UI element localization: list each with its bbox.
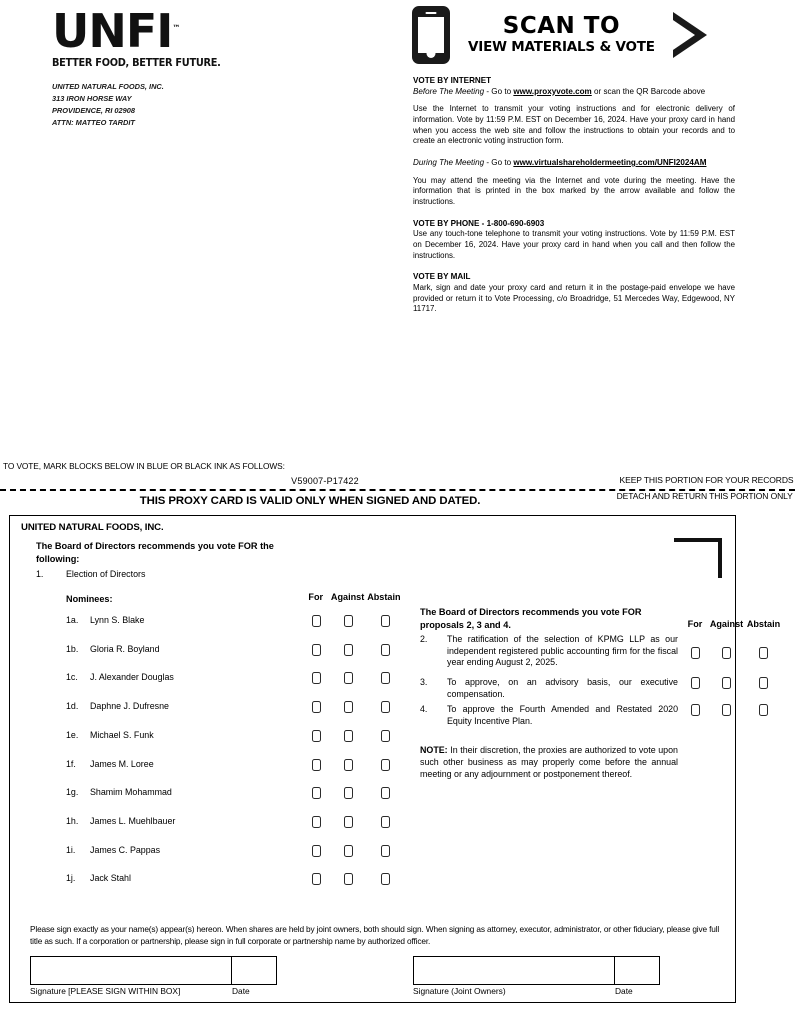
checkbox-cell-against [330, 615, 367, 627]
vote-checkbox-abstain[interactable] [759, 704, 768, 716]
nominee-vote-checkboxes [302, 787, 404, 799]
vote-checkbox-against[interactable] [344, 701, 353, 713]
phone-home-button [427, 49, 436, 58]
checkbox-cell-abstain [367, 845, 404, 857]
vote-mail-body: Mark, sign and date your proxy card and return it in the postage-paid envelope we have provided or return it to Vote Processing, c/o Broadridge, 51 Mercedes Way, Edgewood, NY 11717. [413, 283, 735, 314]
nominee-name: James L. Muehlbauer [90, 815, 176, 826]
proxy-card [9, 515, 781, 1003]
column-header-abstain: Abstain [367, 592, 401, 602]
unfi-logo [52, 4, 262, 58]
checkbox-cell-against [708, 647, 745, 659]
address-line: 313 IRON HORSE WAY [52, 93, 132, 103]
checkbox-cell-against [330, 701, 367, 713]
detach-portion-label: DETACH AND RETURN THIS PORTION ONLY [616, 491, 793, 501]
vote-phone-heading: VOTE BY PHONE - 1-800-690-6903 [413, 218, 545, 228]
nominee-vote-checkboxes [302, 759, 404, 771]
card-company-name: UNITED NATURAL FOODS, INC. [21, 522, 164, 533]
checkbox-cell-against [330, 759, 367, 771]
nominee-name: Shamim Mohammad [90, 787, 172, 798]
column-header-for: For [687, 619, 703, 629]
phone-speaker [426, 12, 437, 14]
vote-mail-heading: VOTE BY MAIL [413, 272, 471, 282]
board-recommendation-left: The Board of Directors recommends you vote FOR the following: [36, 541, 274, 565]
nominee-name: Daphne J. Dufresne [90, 701, 169, 712]
nominee-name: Lynn S. Blake [90, 615, 145, 625]
proposal-1-number: 1. [36, 569, 44, 579]
nominee-row [10, 701, 410, 730]
proposal-vote-checkboxes [682, 704, 782, 716]
nominee-vote-checkboxes [302, 816, 404, 828]
nominee-id: 1d. [66, 701, 79, 712]
vote-checkbox-abstain[interactable] [381, 730, 390, 742]
vote-internet-before-line [413, 87, 735, 98]
voting-instructions [413, 76, 735, 315]
vote-checkbox-for[interactable] [312, 615, 321, 627]
vote-checkbox-abstain[interactable] [381, 759, 390, 771]
nominee-name: Jack Stahl [90, 873, 131, 884]
checkbox-cell-for [682, 704, 708, 716]
checkbox-cell-for [302, 644, 330, 656]
vote-phone-body: Use any touch-tone telephone to transmit your voting instructions. Vote by 11:59 P.M. EST on December 16, 2024. Have your proxy card in hand when you call and then follow the instructions. [413, 229, 735, 260]
checkbox-cell-for [302, 845, 330, 857]
during-meeting-connector: - Go to [484, 158, 514, 168]
column-header-against: Against [330, 592, 365, 602]
logo-text: UNFI [52, 4, 173, 58]
checkbox-cell-for [302, 759, 330, 771]
note-label: NOTE: [420, 745, 448, 755]
date-label-joint: Date [615, 986, 633, 996]
vote-checkbox-abstain[interactable] [381, 672, 390, 684]
board-recommendation-right: The Board of Directors recommends you vote FOR proposals 2, 3 and 4. [420, 607, 642, 631]
checkbox-cell-against [330, 644, 367, 656]
vote-checkbox-for[interactable] [312, 759, 321, 771]
company-logo-block [52, 4, 262, 129]
column-header-abstain: Abstain [746, 619, 781, 629]
nominee-vote-checkboxes [302, 701, 404, 713]
checkbox-cell-for [302, 672, 330, 684]
nominee-id: 1a. [66, 615, 79, 625]
proposal-column-headers [682, 619, 782, 629]
signature-label-joint: Signature (Joint Owners) [413, 986, 506, 996]
vote-checkbox-for[interactable] [312, 701, 321, 713]
nominee-row [10, 644, 410, 673]
nominee-id: 1b. [66, 643, 79, 654]
vote-checkbox-against[interactable] [722, 677, 731, 689]
smartphone-icon [412, 6, 450, 64]
nominee-vote-checkboxes [302, 615, 404, 627]
nominee-id: 1f. [66, 758, 76, 769]
signature-label-primary: Signature [PLEASE SIGN WITHIN BOX] [30, 986, 181, 996]
checkbox-cell-against [330, 787, 367, 799]
vote-checkbox-for[interactable] [312, 644, 321, 656]
nominee-name: Michael S. Funk [90, 729, 154, 740]
signature-group-primary [30, 956, 277, 996]
triangle-arrow-icon [673, 12, 707, 58]
vote-checkbox-abstain[interactable] [759, 647, 768, 659]
date-field-primary[interactable] [232, 956, 277, 985]
address-line: PROVIDENCE, RI 02908 [52, 105, 135, 115]
signature-field-joint[interactable] [413, 956, 615, 985]
vote-internet-heading: VOTE BY INTERNET [413, 76, 492, 85]
virtual-meeting-link[interactable]: www.virtualshareholdermeeting.com/UNFI2024AM [513, 158, 707, 168]
nominee-row [10, 845, 410, 874]
column-header-against: Against [709, 619, 744, 629]
vote-checkbox-for[interactable] [312, 816, 321, 828]
nominee-name: James M. Loree [90, 758, 154, 769]
vote-checkbox-abstain[interactable] [381, 787, 390, 799]
vote-checkbox-against[interactable] [344, 845, 353, 857]
vote-checkbox-against[interactable] [722, 647, 731, 659]
vote-checkbox-abstain[interactable] [381, 615, 390, 627]
vote-checkbox-against[interactable] [344, 816, 353, 828]
logo-tagline: BETTER FOOD, BETTER FUTURE. [52, 57, 221, 69]
checkbox-cell-abstain [367, 701, 404, 713]
vote-internet-body: Use the Internet to transmit your voting instructions and for electronic delivery of information. Vote by 11:59 P.M. EST on December 16, 2024. Have your proxy card in hand when you access the web site and follow the instructions to obtain your records and to create an electronic voting instruction form. [413, 104, 735, 146]
nominee-row [10, 816, 410, 845]
vote-checkbox-for[interactable] [691, 704, 700, 716]
nominee-column-headers [302, 592, 402, 602]
checkbox-cell-against [330, 672, 367, 684]
nominee-id: 1i. [66, 844, 76, 855]
checkbox-cell-against [708, 677, 745, 689]
proposal-number: 2. [420, 634, 428, 644]
vote-checkbox-abstain[interactable] [381, 644, 390, 656]
vote-checkbox-abstain[interactable] [381, 816, 390, 828]
checkbox-cell-against [330, 845, 367, 857]
proxyvote-link[interactable]: www.proxyvote.com [513, 86, 592, 96]
date-label-primary: Date [232, 986, 250, 996]
vote-checkbox-abstain[interactable] [381, 873, 390, 885]
checkbox-cell-abstain [367, 730, 404, 742]
checkbox-cell-for [302, 701, 330, 713]
nominee-id: 1h. [66, 815, 79, 826]
during-meeting-label: During The Meeting [413, 158, 485, 168]
nominee-id: 1e. [66, 729, 79, 740]
checkbox-cell-abstain [367, 644, 404, 656]
address-line: UNITED NATURAL FOODS, INC. [52, 82, 164, 91]
signature-field-primary[interactable] [30, 956, 232, 985]
checkbox-cell-abstain [367, 615, 404, 627]
checkbox-cell-for [302, 730, 330, 742]
keep-portion-label: KEEP THIS PORTION FOR YOUR RECORDS [619, 475, 793, 485]
nominee-row [10, 730, 410, 759]
before-meeting-suffix: or scan the QR Barcode above [591, 86, 706, 96]
nominee-id: 1j. [66, 873, 76, 884]
checkbox-cell-for [302, 787, 330, 799]
checkbox-cell-against [708, 704, 745, 716]
nominee-id: 1g. [66, 787, 79, 798]
nominee-row [10, 873, 410, 902]
note-text: In their discretion, the proxies are authorized to vote upon such other business as may properly come before the annual meeting or any adjournment or postponement thereof. [420, 745, 678, 779]
vote-checkbox-for[interactable] [312, 787, 321, 799]
checkbox-cell-for [302, 873, 330, 885]
vote-checkbox-for[interactable] [312, 845, 321, 857]
vote-checkbox-for[interactable] [312, 730, 321, 742]
vote-checkbox-against[interactable] [344, 672, 353, 684]
nominee-id: 1c. [66, 672, 78, 683]
vote-checkbox-against[interactable] [344, 787, 353, 799]
checkbox-cell-abstain [367, 816, 404, 828]
nominee-vote-checkboxes [302, 672, 404, 684]
scan-to-subheading: VIEW MATERIALS & VOTE [468, 39, 655, 56]
checkbox-cell-abstain [367, 672, 404, 684]
proposal-text: To approve the Fourth Amended and Restated 2020 Equity Incentive Plan. [447, 704, 678, 726]
checkbox-cell-for [302, 816, 330, 828]
discretion-note [420, 745, 678, 780]
checkbox-cell-against [330, 873, 367, 885]
validity-notice: THIS PROXY CARD IS VALID ONLY WHEN SIGNED AND DATED. [139, 495, 481, 507]
nominee-row [10, 759, 410, 788]
proposal-1-label: Election of Directors [66, 569, 146, 579]
nominee-row [10, 672, 410, 701]
nominee-name: James C. Pappas [90, 844, 161, 855]
signature-labels-primary [30, 986, 277, 996]
proposal-number: 4. [420, 704, 428, 714]
nominee-vote-checkboxes [302, 730, 404, 742]
phone-screen [418, 17, 444, 53]
vote-checkbox-against[interactable] [344, 615, 353, 627]
scan-to-text [468, 15, 655, 55]
scan-to-banner [412, 6, 707, 64]
vote-checkbox-abstain[interactable] [759, 677, 768, 689]
before-meeting-label: Before The Meeting [413, 86, 485, 96]
before-meeting-connector: - Go to [484, 86, 514, 96]
scan-to-heading: SCAN TO [502, 13, 621, 40]
checkbox-cell-for [302, 615, 330, 627]
vote-checkbox-for[interactable] [691, 677, 700, 689]
column-header-for: For [308, 592, 324, 602]
proposal-vote-checkboxes [682, 677, 782, 689]
company-address [52, 81, 262, 129]
arrow-marker-bracket [674, 538, 722, 578]
to-vote-instruction: TO VOTE, MARK BLOCKS BELOW IN BLUE OR BLACK INK AS FOLLOWS: [3, 461, 285, 471]
proposal-text: To approve, on an advisory basis, our executive compensation. [447, 677, 678, 699]
signature-boxes-primary [30, 956, 277, 985]
checkbox-cell-abstain [367, 759, 404, 771]
checkbox-cell-against [330, 816, 367, 828]
checkbox-cell-abstain [745, 647, 782, 659]
signature-instructions: Please sign exactly as your name(s) appear(s) hereon. When shares are held by joint owners, both should sign. When signing as attorney, executor, administrator, or other fiduciary, please give full title as such. If a corporation or partnership, please sign in full corporate or partnership name by authorized officer. [30, 924, 720, 946]
checkbox-cell-against [330, 730, 367, 742]
vote-checkbox-abstain[interactable] [381, 701, 390, 713]
nominee-name: J. Alexander Douglas [90, 672, 174, 683]
nominee-name: Gloria R. Boyland [90, 643, 160, 654]
vote-during-meeting-body: You may attend the meeting via the Internet and vote during the meeting. Have the information that is printed in the box marked by the arrow available and follow the instructions. [413, 175, 735, 207]
signature-boxes-joint [413, 956, 660, 985]
vote-internet-during-line [413, 158, 735, 169]
address-line: ATTN: MATTEO TARDIT [52, 117, 135, 127]
signature-group-joint [413, 956, 660, 996]
vote-checkbox-against[interactable] [722, 704, 731, 716]
checkbox-cell-abstain [367, 873, 404, 885]
trademark-symbol: ™ [172, 23, 180, 33]
nominee-row [10, 787, 410, 816]
vote-checkbox-for[interactable] [691, 647, 700, 659]
vote-checkbox-for[interactable] [312, 873, 321, 885]
vote-checkbox-abstain[interactable] [381, 845, 390, 857]
vote-checkbox-against[interactable] [344, 644, 353, 656]
proposal-number: 3. [420, 677, 428, 687]
proposal-text: The ratification of the selection of KPMG LLP as our independent registered public accounting firm for the fiscal year ending August 2, 2025. [447, 634, 678, 668]
checkbox-cell-for [682, 677, 708, 689]
proposal-vote-checkboxes [682, 647, 782, 659]
vote-checkbox-against[interactable] [344, 759, 353, 771]
nominee-vote-checkboxes [302, 873, 404, 885]
checkbox-cell-abstain [745, 704, 782, 716]
checkbox-cell-for [682, 647, 708, 659]
nominee-vote-checkboxes [302, 845, 404, 857]
vote-checkbox-for[interactable] [312, 672, 321, 684]
nominees-label: Nominees: [66, 594, 113, 604]
date-field-joint[interactable] [615, 956, 660, 985]
control-number: V59007-P17422 [291, 476, 359, 486]
signature-labels-joint [413, 986, 660, 996]
nominee-row [10, 615, 410, 644]
vote-checkbox-against[interactable] [344, 873, 353, 885]
checkbox-cell-abstain [745, 677, 782, 689]
vote-checkbox-against[interactable] [344, 730, 353, 742]
checkbox-cell-abstain [367, 787, 404, 799]
nominee-vote-checkboxes [302, 644, 404, 656]
